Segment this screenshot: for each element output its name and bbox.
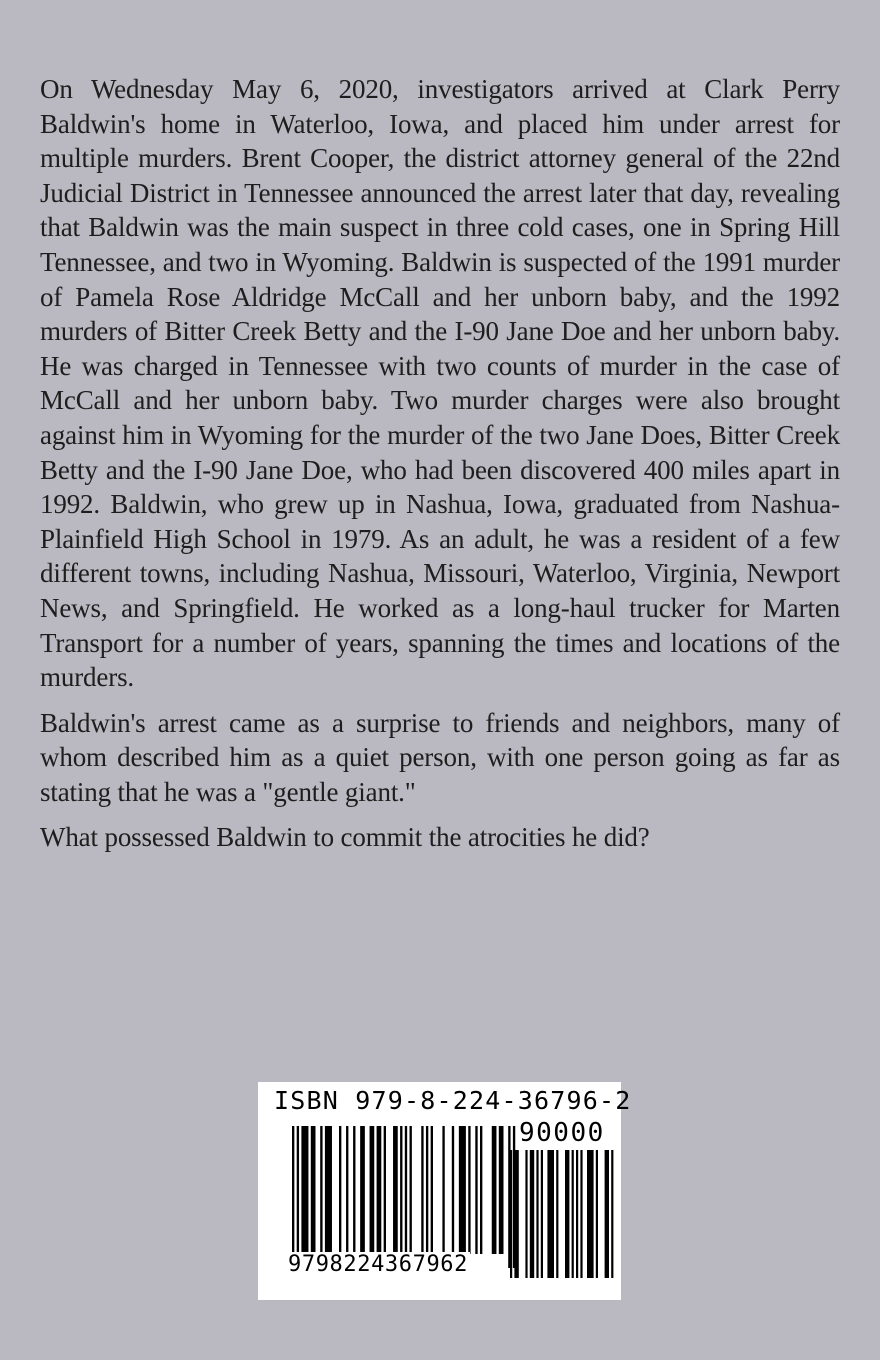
guard-bar — [400, 1126, 402, 1268]
ean13-bars — [292, 1126, 515, 1268]
barcode-bar — [311, 1126, 316, 1254]
addon-bar — [611, 1150, 613, 1278]
barcode-bar — [492, 1126, 497, 1254]
addon-bar — [530, 1150, 534, 1278]
barcode-bar — [499, 1126, 504, 1254]
guard-bar — [405, 1126, 407, 1268]
isbn-label: ISBN 979-8-224-36796-2 — [274, 1086, 632, 1115]
barcode-bar — [320, 1126, 322, 1254]
barcode-bar — [442, 1126, 444, 1254]
addon-bar — [587, 1150, 594, 1278]
barcode-bar — [421, 1126, 423, 1254]
addon-bar — [605, 1150, 609, 1278]
addon-bar — [580, 1150, 582, 1278]
barcode-bar — [459, 1126, 466, 1254]
barcode-bar — [468, 1126, 470, 1254]
addon-bar — [576, 1150, 578, 1278]
price-addon-bars — [510, 1150, 613, 1278]
addon-bar — [565, 1150, 569, 1278]
guard-bar — [292, 1126, 294, 1268]
addon-bar — [510, 1150, 512, 1278]
addon-bar — [596, 1150, 598, 1278]
addon-bar — [525, 1150, 527, 1278]
barcode-bar — [325, 1126, 332, 1254]
paragraph-arrest: On Wednesday May 6, 2020, investigators arrived at Clark Perry Baldwin's home in Waterloo, Iowa, and placed him under arrest for multiple murders. Brent Cooper, the district attorney general of the 22nd Judicial District in Tennessee announced the arrest later that day, revealing that Baldwin was the main suspect in three cold cases, one in Spring Hill Tennessee, and two in Wyoming. Baldwin is suspected of the 1991 murder of Pamela Rose Aldridge McCall and her unborn baby, and the 1992 murders of Bitter Creek Betty and the I-90 Jane Doe and her unborn baby. He was charged in Tennessee with two counts of murder in the case of McCall and her unborn baby. Two murder charges were also brought against him in Wyoming for the murder of the two Jane Does, Bitter Creek Betty and the I-90 Jane Doe, who had been discovered 400 miles apart in 1992. Baldwin, who grew up in Nashua, Iowa, graduated from Nashua-Plainfield High School in 1979. As an adult, he was a resident of a few different towns, including Nashua, Missouri, Waterloo, Virginia, Newport News, and Springfield. He worked as a long-haul trucker for Marten Transport for a number of years, spanning the times and locations of the murders. — [40, 74, 840, 693]
guard-bar — [297, 1126, 299, 1268]
barcode-bar — [353, 1126, 355, 1254]
paragraph-reaction: Baldwin's arrest came as a surprise to friends and neighbors, many of whom described him as a quiet person, with one person going as far as stating that he was a "gentle giant." — [40, 707, 840, 807]
barcode-bar — [377, 1126, 382, 1254]
addon-bar — [541, 1150, 543, 1278]
barcode-bar — [393, 1126, 398, 1254]
back-cover-text — [40, 72, 840, 866]
barcode-bar — [410, 1126, 412, 1254]
addon-bar — [547, 1150, 554, 1278]
price-code: 90000 — [519, 1118, 605, 1148]
barcode-bar — [339, 1126, 341, 1254]
barcode-bar — [426, 1126, 428, 1254]
barcode-bar — [360, 1126, 365, 1254]
addon-bar — [536, 1150, 538, 1278]
barcode-bar — [346, 1126, 348, 1254]
paragraph-question: What possessed Baldwin to commit the atrocities he did? — [40, 822, 650, 853]
barcode-bar — [301, 1126, 308, 1254]
addon-bar — [514, 1150, 518, 1278]
barcode-bar — [452, 1126, 454, 1254]
barcode-bar — [384, 1126, 386, 1254]
barcode-bar — [370, 1126, 375, 1254]
barcode-bar — [475, 1126, 477, 1254]
barcode-digits: 9798224367962 — [288, 1252, 468, 1277]
addon-bar — [572, 1150, 574, 1278]
addon-bar — [556, 1150, 558, 1278]
barcode-bar — [431, 1126, 433, 1254]
isbn-barcode — [258, 1082, 632, 1300]
barcode-bar — [480, 1126, 482, 1254]
